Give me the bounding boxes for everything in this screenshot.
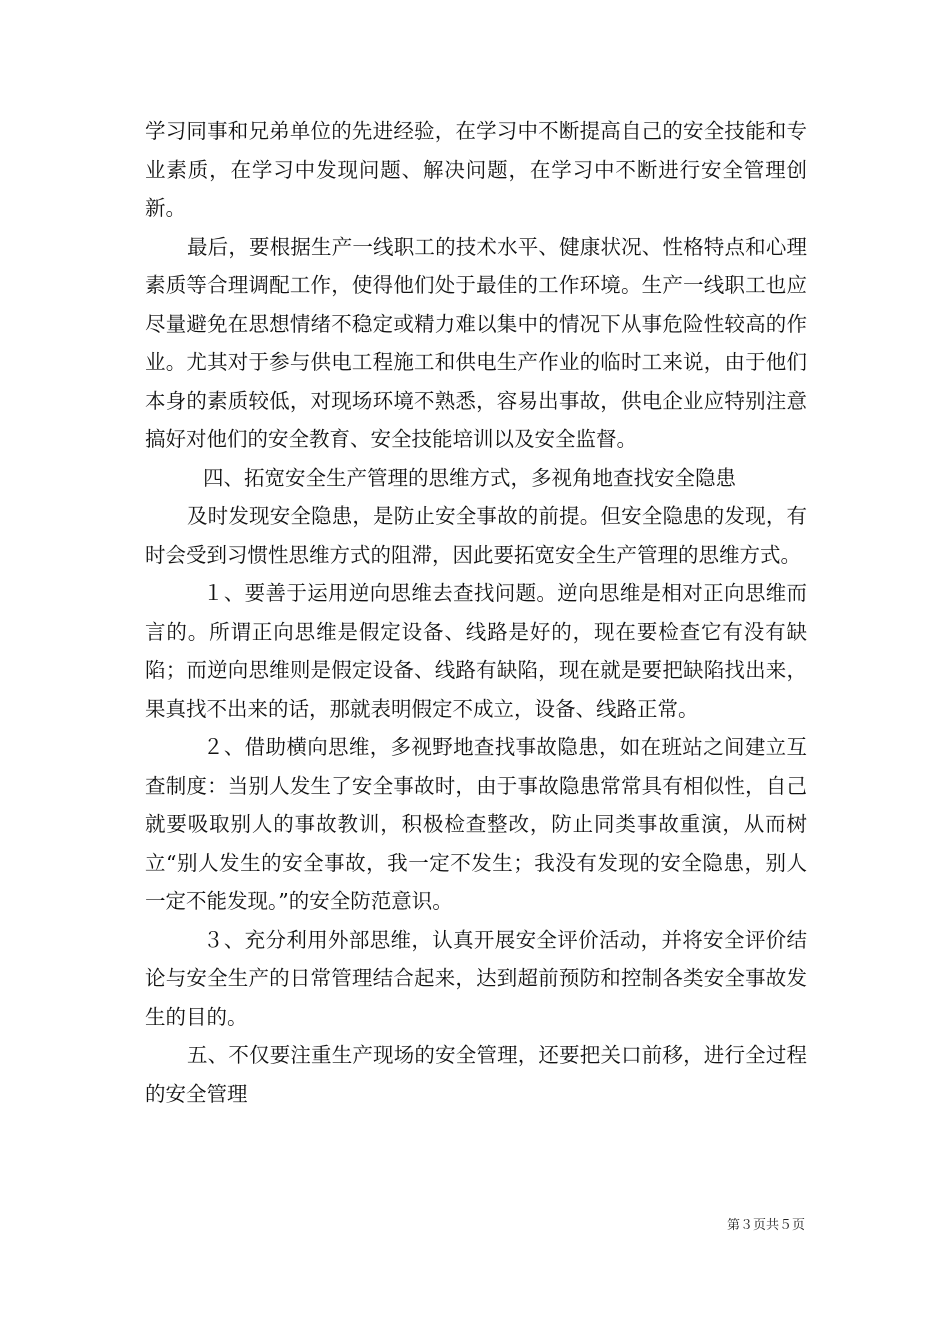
paragraph-hazard-discovery: 及时发现安全隐患，是防止安全事故的前提。但安全隐患的发现，有时会受到习惯性思维方式的阻滞，因此要拓宽安全生产管理的思维方式。	[145, 504, 807, 567]
section-heading-five: 五、不仅要注重生产现场的安全管理，还要把关口前移，进行全过程的安全管理	[145, 1043, 807, 1106]
paragraph-item-1: １、要善于运用逆向思维去查找问题。逆向思维是相对正向思维而言的。所谓正向思维是假定设备、线路是好的，现在要检查它有没有缺陷；而逆向思维则是假定设备、线路有缺陷，现在就是要把缺陷找出来，果真找不出来的话，那就表明假定不成立，设备、线路正常。	[145, 581, 807, 721]
paragraph-finally: 最后，要根据生产一线职工的技术水平、健康状况、性格特点和心理素质等合理调配工作，使得他们处于最佳的工作环境。生产一线职工也应尽量避免在思想情绪不稳定或精力难以集中的情况下从事危险性较高的作业。尤其对于参与供电工程施工和供电生产作业的临时工来说，由于他们本身的素质较低，对现场环境不熟悉，容易出事故，供电企业应特别注意搞好对他们的安全教育、安全技能培训以及安全监督。	[145, 234, 807, 451]
document-body	[145, 112, 807, 1113]
paragraph-item-3: ３、充分利用外部思维，认真开展安全评价活动，并将安全评价结论与安全生产的日常管理结合起来，达到超前预防和控制各类安全事故发生的目的。	[145, 927, 807, 1029]
page-number-footer: 第３页共５页	[726, 1218, 805, 1233]
paragraph-continuation: 学习同事和兄弟单位的先进经验，在学习中不断提高自己的安全技能和专业素质，在学习中发现问题、解决问题，在学习中不断进行安全管理创新。	[145, 119, 807, 220]
section-heading-four: 四、拓宽安全生产管理的思维方式，多视角地查找安全隐患	[203, 465, 736, 490]
paragraph-item-2: ２、借助横向思维，多视野地查找事故隐患，如在班站之间建立互查制度：当别人发生了安全事故时，由于事故隐患常常具有相似性，自己就要吸取别人的事故教训，积极检查整改，防止同类事故重演，从而树立“别人发生的安全事故，我一定不发生；我没有发现的安全隐患，别人一定不能发现。”的安全防范意识。	[145, 735, 807, 913]
